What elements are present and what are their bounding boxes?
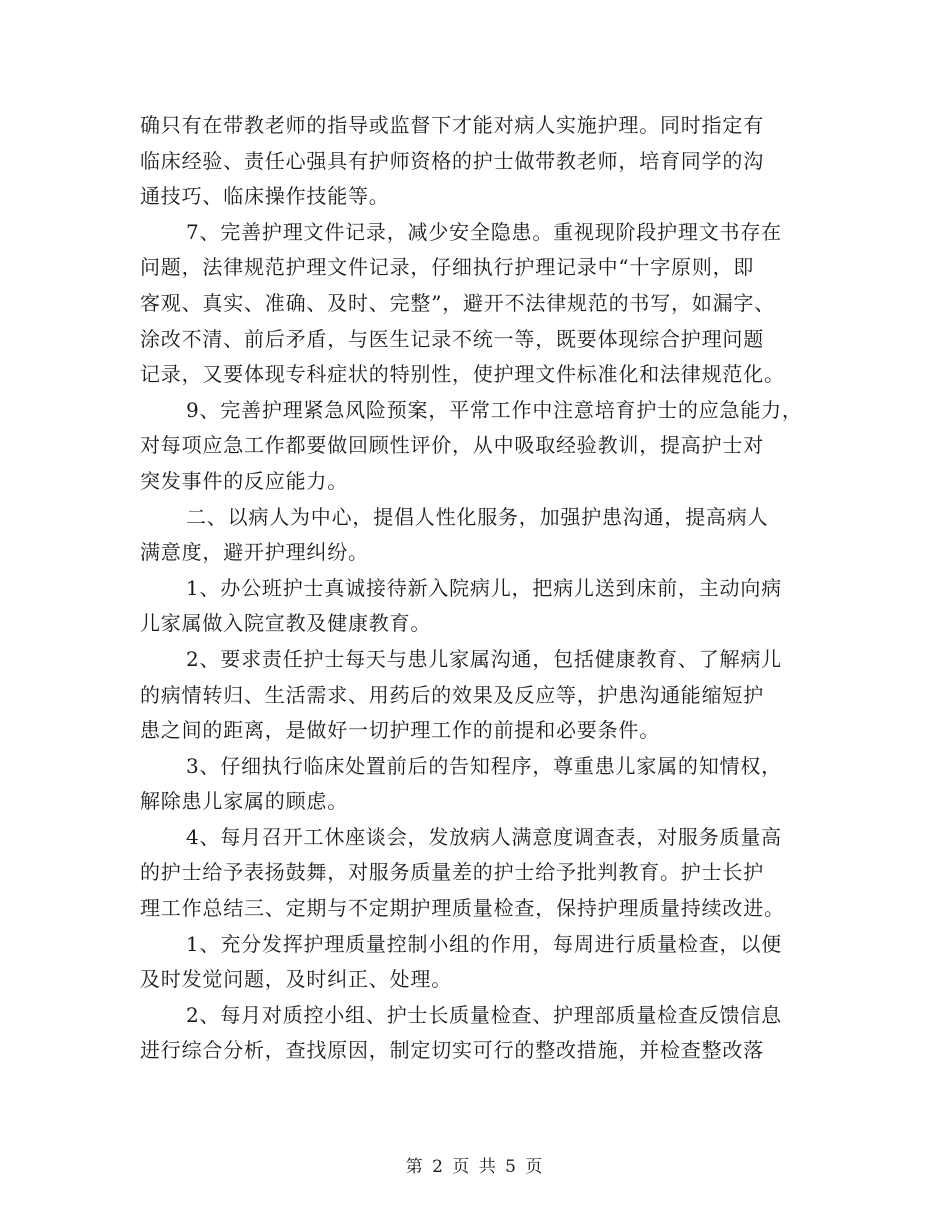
text-line: 及时发觉问题，及时纠正、处理。 (140, 967, 452, 992)
paragraph-start-line: 4、每月召开工休座谈会，发放病人满意度调查表，对服务质量高 (186, 824, 782, 849)
text-line: 满意度，避开护理纠纷。 (140, 540, 369, 565)
paragraph-start-line: 2、要求责任护士每天与患儿家属沟通，包括健康教育、了解病儿 (186, 646, 782, 671)
text-line: 临床经验、责任心强具有护师资格的护士做带教老师，培育同学的沟 (140, 148, 764, 173)
paragraph-start-line: 7、完善护理文件记录，减少安全隐患。重视现阶段护理文书存在 (186, 219, 782, 244)
paragraph-start-line: 1、办公班护士真诚接待新入院病儿，把病儿送到床前，主动向病 (186, 575, 782, 600)
text-line: 的病情转归、生活需求、用药后的效果及反应等，护患沟通能缩短护 (140, 682, 764, 707)
text-line: 问题，法律规范护理文件记录，仔细执行护理记录中“十字原则，即 (140, 255, 755, 280)
paragraph-start-line: 3、仔细执行临床处置前后的告知程序，尊重患儿家属的知情权， (186, 753, 782, 778)
text-line: 患之间的距离，是做好一切护理工作的前提和必要条件。 (140, 718, 660, 743)
text-line: 解除患儿家属的顾虑。 (140, 789, 348, 814)
paragraph-start-line: 2、每月对质控小组、护士长质量检查、护理部质量检查反馈信息 (186, 1002, 782, 1027)
text-line: 客观、真实、准确、及时、完整”，避开不法律规范的书写，如漏字、 (140, 290, 776, 315)
page-footer: 第 2 页 共 5 页 (405, 1157, 545, 1177)
text-line: 涂改不清、前后矛盾，与医生记录不统一等，既要体现综合护理问题 (140, 326, 764, 351)
section-heading-line: 二、以病人为中心，提倡人性化服务，加强护患沟通，提高病人 (186, 504, 769, 529)
text-line: 突发事件的反应能力。 (140, 468, 348, 493)
text-line: 进行综合分析，查找原因，制定切实可行的整改措施，并检查整改落 (140, 1038, 764, 1063)
text-line: 的护士给予表扬鼓舞，对服务质量差的护士给予批判教育。护士长护 (140, 860, 764, 885)
text-line: 确只有在带教老师的指导或监督下才能对病人实施护理。同时指定有 (140, 113, 764, 137)
text-line: 理工作总结三、定期与不定期护理质量检查，保持护理质量持续改进。 (140, 896, 785, 921)
paragraph-start-line: 9、完善护理紧急风险预案，平常工作中注意培育护士的应急能力， (186, 397, 803, 422)
text-line: 对每项应急工作都要做回顾性评价，从中吸取经验教训，提高护士对 (140, 433, 764, 458)
paragraph-start-line: 1、充分发挥护理质量控制小组的作用，每周进行质量检查，以便 (186, 931, 782, 956)
document-body (140, 108, 820, 1069)
text-line: 通技巧、临床操作技能等。 (140, 184, 390, 209)
text-line: 记录，又要体现专科症状的特别性，使护理文件标准化和法律规范化。 (140, 362, 785, 387)
text-line: 儿家属做入院宣教及健康教育。 (140, 611, 432, 636)
